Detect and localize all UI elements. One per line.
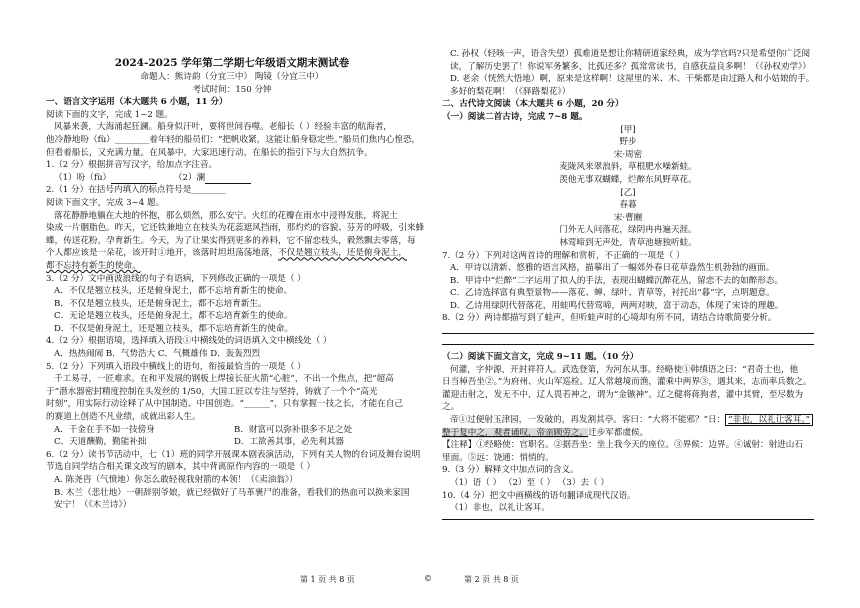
classical-text-line: 灌迎击射之，发无不中，辽人畏若神之，谓为“金镞神”。辽之健将蒋狗者，灌中其臂，至尽数为	[442, 389, 804, 400]
question-7: 7.（2 分）下列对这两首诗的理解和赏析，不正确的一项是（ ）	[442, 250, 685, 261]
copyright-mark: ©	[424, 574, 432, 583]
q6-option-d[interactable]: D. 老余（恍然大悟地）啊，原来是这样啊！这屋里的米、木、干柴都是由过路人和小姑娘的手。	[450, 74, 815, 85]
q6-option-c-cont: 读，了解历史罢了！你说军务繁多，比孤还多？孤常常读书，自感获益良多啊！（《孙权劝学》）	[450, 61, 811, 72]
poem-1-line: 麦陇风来翠浪斜，草根肥水噪新蛙。	[559, 162, 697, 173]
q6-option-a[interactable]: A. 陈尧咨（气愤地）你怎么敢轻视我射箭的本领！（《卖油翁》）	[54, 475, 298, 485]
q5-options-row	[46, 424, 418, 437]
section-1-intro: 阅读下面的文字，完成 1~2 题。	[46, 109, 173, 120]
poem-2-author: 宋·曹豳	[613, 212, 643, 223]
poem-2-line: 林莺啼到无声处，青草池塘独听蛙。	[559, 237, 697, 248]
passage-2-line	[46, 247, 418, 260]
q9-blanks[interactable]: （1）语（ ） （2）至（ ） （3）去（ ）	[450, 478, 609, 488]
passage-1-line: 风暴来袭，大海涌起狂澜。船身似汗叶，要将世间吞噬。老船长（ ）经验丰富的航海者，	[54, 122, 392, 133]
q8-answer-line[interactable]	[442, 333, 814, 334]
question-3: 3.（2 分）文中画波浪线的句子有语病，下列修改正确的一项是（ ）	[46, 273, 306, 284]
q6-option-d-cont: 多好的梨花啊！（《驿路梨花》）	[450, 86, 571, 97]
q7-option-d[interactable]: D．乙诗用绿阴代替落花，用蛙鸣代替莺啼，两两对映，富于动态，体现了宋诗的理趣。	[450, 300, 784, 311]
question-1-items	[46, 172, 418, 185]
poem-1-line: 羡他无事双蝴蝶，烂醉东风野草花。	[559, 174, 697, 185]
page-2-footer: 第 2 页 共 8 页	[464, 575, 519, 584]
poem-2-line: 门外无人问落花，绿阴冉冉遍天涯。	[559, 225, 697, 236]
classical-text-line	[442, 414, 814, 427]
classical-text: 帝①过便射玉津园，一发破的，再发割其亭。客曰：“大将不能邪？”日：	[450, 415, 726, 426]
q5-option-d[interactable]: D．工欲善其事，必先利其器	[234, 437, 345, 448]
classical-text: 迁步军都虞候。	[588, 427, 649, 438]
passage-2-line	[46, 260, 418, 273]
classical-text-line	[442, 427, 814, 440]
q5-option-b[interactable]: B．财富可以弥补很多不足之处	[234, 424, 353, 435]
question-10: 10.（4 分）把文中画横线的语句翻译成现代汉语。	[442, 490, 636, 501]
q1-item-b: （2）澜	[173, 172, 206, 183]
classical-text-line: 之。	[442, 402, 460, 413]
underlined-sentence-shaded: 整于复中之，观者诵叹，帝亲顾劳之。	[442, 427, 589, 438]
passage-3-line: 时刻”，用实际行动诠释了从中国制造、中国创造。“______”，只有掌握一技之长，才能在自己	[46, 399, 403, 410]
q1-answer-blank-b[interactable]	[205, 174, 251, 184]
q3-option-b[interactable]: B．不仅是翘立枝头，还是俯身泥土，都不忘培育新生。	[54, 298, 267, 309]
notes: 【注释】①经略使：官职名。②据吾坐：坐上我今天的座位。③界候：边界。④诚射：射进山石	[442, 440, 803, 451]
question-1: 1.（2 分）根据拼音写汉字，给加点字注音。	[46, 160, 218, 171]
passage-2-line: 蝶，传送花粉，孕育新生。今天，为了让果实得到更多的养料，它不留恋枝头，毅然飘去零落，每	[46, 235, 416, 246]
poem-2-label: [乙]	[620, 187, 636, 198]
passage-1-line: 他冷静地吩（fù）________着年轻的船员们：“把帆收紧，这能让船身稳定些。”船员们焦内心惶恐，	[46, 134, 421, 145]
poem-2-title: 春暮	[619, 200, 637, 211]
q6-option-b[interactable]: B. 木兰（悲壮地）一朝辞别爷娘，就已经做好了马革裹尸的准备，看我们的热血可以换来家国	[54, 487, 410, 498]
q10-item-1: （1）非也，以礼让客耳。	[450, 503, 550, 514]
exam-page-2	[430, 0, 860, 608]
q7-option-c[interactable]: C．乙诗选择富有典型景物——落花、蝉、绿叶、青草等，衬托出“暮”字，点明题意。	[450, 288, 775, 299]
q8-answer-line-2[interactable]	[442, 344, 814, 345]
poem-1-author: 宋·周密	[613, 149, 643, 160]
q7-option-a[interactable]: A．甲诗以清新、悠雅的语言风格，描摹出了一幅郊外春日花草盎然生机勃勃的画面。	[450, 263, 775, 274]
passage-1-line: 但看着船长，又充满力量。在风暴中，大家迅速行动，在船长的指引下与大自然抗争。	[46, 147, 373, 158]
page-2-content	[442, 48, 814, 525]
q4-options[interactable]: A．热热闹闹 B．气势浩大 C．气概雄伟 D．轰轰烈烈	[54, 349, 261, 360]
q7-option-b[interactable]: B．甲诗中“烂醉”二字运用了拟人的手法，表现出蝴蝶沉醉花丛，留恋不去的如醉形态。	[450, 275, 784, 286]
q1-answer-blank-a[interactable]	[111, 174, 157, 184]
question-5: 5.（2 分）下列填入语段中横线上的语句，衔接最恰当的一项是（ ）	[46, 361, 306, 372]
passage-2-wavy-sentence-end: 都不忘持有新生的使命。	[46, 260, 141, 271]
exam-time: 考试时间：150 分钟	[192, 84, 272, 95]
q10-answer-line[interactable]	[442, 519, 814, 520]
passage-3-line: 千工易寻，一匠难求。在和平发展的钢板上焊接长征火箭“心脏”，不出一个焦点，把“超高	[54, 374, 394, 385]
question-8: 8.（2 分）两诗都描写到了蛙声，但听蛙声时的心境却有所不同，请结合诗歌简要分析。	[442, 313, 777, 324]
q5-option-a[interactable]: A．千金在手不如一技傍身	[54, 424, 155, 435]
q5-options-row	[46, 436, 418, 449]
notes-cont: 里面。⑤远：饶通：悄悄的。	[442, 452, 554, 463]
question-2-intro: 阅读下面文字，完成 3~4 题。	[46, 197, 165, 208]
page-1-content	[46, 44, 425, 512]
q6-option-b-cont: 安宁！（《木兰诗》）	[54, 500, 132, 511]
poem-1-label: [甲]	[620, 124, 636, 135]
q6-option-c[interactable]: C. 孙权（轻咳一声，语含失望）孤难道是想让你精研道家经典，成为学官吗?只是希望你广泛阅	[450, 49, 811, 59]
section-1-heading: 一、语言文字运用（本大题共 6 小题，11 分）	[46, 97, 228, 108]
question-2: 2.（1 分）在括号内填入的标点符号是________	[46, 185, 226, 196]
q5-option-c[interactable]: C．天道酬勤，勤能补拙	[54, 437, 147, 448]
classical-text-line: 日当棹吾坐②。”为府州、火山军巡检。辽人常越境而渔，灌乘中两界③，遇其来，志而率兵数之。	[442, 377, 812, 388]
passage-2-line: 染成一片胭脂色。昨天，它还铁兼地立在枝头为花蕊遮风挡雨，那灼灼的容貌、芬芳的呼吸，引来蜂	[46, 223, 425, 234]
q3-option-d[interactable]: D．不仅是俯身泥土，还是翘立枝头，都不忘培育新生的使命。	[54, 323, 293, 334]
section-2b-heading: （二）阅读下面文言文，完成 9~11 题。（10 分）	[442, 352, 639, 363]
passage-3-line: 于”潜水器密封精度控制在头发丝的 1/50，大国工匠以专注与坚持，铸就了一个个“高光	[46, 386, 378, 397]
underlined-sentence-box: “非也，以礼让客耳。”	[725, 414, 813, 426]
passage-2-wavy-sentence: 不仅是翘立枝头，还是俯身泥土，	[278, 248, 407, 259]
exam-title: 2024-2025 学年第二学期七年级语文期末测试卷	[114, 57, 350, 69]
q3-option-c[interactable]: C．无论是翘立枝头，还是俯身泥土，都不忘培育新生的使命。	[54, 311, 293, 322]
section-2-heading: 二、古代诗文阅读（本大题共 6 小题，20 分）	[442, 99, 624, 110]
question-6-cont: 节选自同学结合相关课文改写的剧本，其中背离原作内容的一项是（ ）	[46, 462, 316, 473]
poem-1-title: 野步	[619, 137, 637, 148]
passage-2-text: 个人都应该是一朵花，该开时①地开，该落时坦坦荡荡地落，	[46, 248, 279, 259]
q1-item-a: （1）吩（fù）	[54, 172, 112, 183]
page-1-footer: 第 1 页 共 8 页	[300, 575, 355, 584]
passage-3-line: 的赛道上创造不凡业绩，成就出彩人生。	[46, 412, 201, 423]
exam-authors: 命题人：熊诗韵（分宜三中） 陶镜（分宜三中）	[140, 72, 324, 82]
section-2a-heading: （一）阅读二首古诗，完成 7~8 题。	[442, 111, 588, 122]
classical-text-line: 何灌，字仲源，开封祥符人。武选登第，为河东从事。经略使①韩缜语之曰：“君奇士也，他	[450, 364, 799, 375]
question-9: 9.（3 分）解释文中加点词的含义。	[442, 465, 579, 476]
q3-option-a[interactable]: A．不仅是翘立枝头，还是俯身泥土，都不忘培育新生的使命。	[54, 286, 293, 297]
passage-2-line: 落花静静地躺在大地的怀抱，那么烦然，那么安宁。火红的花瓣在雨水中浸得发胀，将泥土	[54, 210, 398, 221]
question-4: 4.（2 分）根据语境，选择填入语段①中横线处的词语填入文中横线处（ ）	[46, 336, 332, 347]
question-6: 6.（2 分）读书节活动中，七（1）班的同学开展课本剧表演活动，下列有关人物的台词及舞台说明	[46, 449, 421, 460]
